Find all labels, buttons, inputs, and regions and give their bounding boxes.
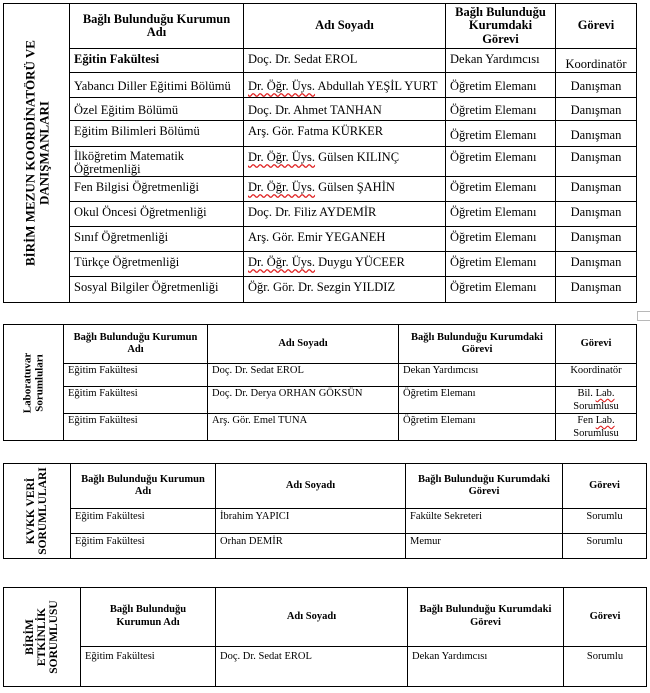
- person-name: Abdullah YEŞİL YURT: [317, 79, 438, 93]
- role-word: Bil.: [577, 388, 593, 399]
- institution-cell: Özel Eğitim Bölümü: [70, 98, 244, 121]
- person-name: Fatma KÜRKER: [297, 124, 384, 138]
- header-unit-role: Bağlı Bulunduğu Kurumdaki Görevi: [446, 4, 556, 49]
- unit-role-cell: Dekan Yardımcısı: [399, 364, 556, 387]
- name-cell: Doç. Dr. Derya ORHAN GÖKSÜN: [208, 387, 399, 414]
- name-cell: Doç. Dr. Sedat EROL: [216, 647, 408, 687]
- table-row: [4, 364, 637, 387]
- academic-title: Doç. Dr.: [248, 205, 291, 220]
- unit-role-cell: Öğretim Elemanı: [446, 202, 556, 227]
- role-cell: Danışman: [556, 73, 637, 98]
- academic-title: Doç. Dr.: [248, 103, 291, 117]
- institution-cell: Yabancı Diller Eğitimi Bölümü: [70, 73, 244, 98]
- table-row: [4, 414, 637, 441]
- person-name: Ahmet TANHAN: [293, 103, 382, 117]
- role-cell: [556, 414, 637, 441]
- table-row: [4, 49, 637, 73]
- name-cell: [244, 202, 446, 227]
- role-cell: Sorumlu: [563, 534, 647, 559]
- name-cell: [244, 147, 446, 177]
- institution-cell: Fen Bilgisi Öğretmenliği: [70, 177, 244, 202]
- role-word: Sorumlusu: [573, 400, 619, 412]
- role-word: Lab.: [595, 388, 615, 399]
- person-name: Emir YEGANEH: [297, 230, 386, 245]
- role-cell: Danışman: [556, 177, 637, 202]
- header-role: Görevi: [556, 4, 637, 49]
- academic-title: Dr. Öğr. Üys.: [248, 255, 316, 270]
- table-row: [4, 252, 637, 277]
- unit-role-cell: Memur: [406, 534, 563, 559]
- side-label-cell: [4, 4, 70, 303]
- name-cell: Orhan DEMİR: [216, 534, 406, 559]
- table-row: [4, 227, 637, 252]
- header-name: Adı Soyadı: [216, 464, 406, 509]
- academic-title: Dr. Öğr. Üys.: [248, 180, 316, 195]
- unit-role-cell: Öğretim Elemanı: [399, 414, 556, 441]
- header-institution: Bağlı Bulunduğu Kurumun Adı: [70, 4, 244, 49]
- unit-role-cell: Öğretim Elemanı: [446, 177, 556, 202]
- person-name: Sezgin YILDIZ: [316, 280, 396, 295]
- role-cell: Danışman: [556, 121, 637, 147]
- institution-cell: Türkçe Öğretmenliği: [70, 252, 244, 277]
- name-cell: [244, 98, 446, 121]
- name-cell: [244, 227, 446, 252]
- table-row: [4, 387, 637, 414]
- role-word: Fen: [577, 415, 594, 427]
- name-cell: [244, 121, 446, 147]
- side-label: BİRİM ETKİNLİK SORUMLUSU: [23, 600, 61, 674]
- name-cell: [244, 73, 446, 98]
- institution-cell: Sınıf Öğretmenliği: [70, 227, 244, 252]
- academic-title: Dr. Öğr. Üys.: [248, 150, 316, 164]
- kvkk-table: [3, 463, 647, 559]
- side-label-cell: [4, 588, 81, 687]
- institution-cell: Eğitim Fakültesi: [81, 647, 216, 687]
- unit-role-cell: Dekan Yardımcısı: [408, 647, 564, 687]
- table-row: [4, 177, 637, 202]
- role-cell: Danışman: [556, 252, 637, 277]
- institution-cell: Eğitin Fakültesi: [70, 49, 244, 73]
- unit-role-cell: Öğretim Elemanı: [446, 147, 556, 177]
- table-row: [4, 147, 637, 177]
- role-cell: Danışman: [556, 227, 637, 252]
- header-name: Adı Soyadı: [244, 4, 446, 49]
- side-label: KVKK VERİ SORUMLULARI: [24, 467, 49, 555]
- header-unit-role: Bağlı Bulunduğu Kurumdaki Görevi: [406, 464, 563, 509]
- table-row: [4, 509, 647, 534]
- header-role: Görevi: [563, 464, 647, 509]
- name-cell: [244, 177, 446, 202]
- table-row: [4, 534, 647, 559]
- header-name: Adı Soyadı: [208, 325, 399, 364]
- role-cell: Danışman: [556, 147, 637, 177]
- unit-role-cell: Öğretim Elemanı: [446, 98, 556, 121]
- role-cell: Koordinatör: [556, 364, 637, 387]
- academic-title: Doç. Dr.: [248, 52, 291, 66]
- laboratuvar-table: [3, 324, 637, 441]
- institution-cell: Eğitim Bilimleri Bölümü: [70, 121, 244, 147]
- table-row: [4, 202, 637, 227]
- person-name: Duygu YÜCEER: [318, 255, 405, 270]
- header-unit-role: Bağlı Bulunduğu Kurumdaki Görevi: [408, 588, 564, 647]
- unit-role-cell: Öğretim Elemanı: [446, 252, 556, 277]
- name-cell: [244, 49, 446, 73]
- side-label-cell: [4, 464, 71, 559]
- role-cell: Sorumlu: [564, 647, 647, 687]
- unit-role-cell: Öğretim Elemanı: [446, 277, 556, 303]
- table-row: [4, 98, 637, 121]
- institution-cell: Eğitim Fakültesi: [64, 387, 208, 414]
- unit-role-cell: Fakülte Sekreteri: [406, 509, 563, 534]
- header-institution: Bağlı Bulunduğu Kurumun Adı: [71, 464, 216, 509]
- side-label-cell: [4, 325, 64, 441]
- person-name: Sedat EROL: [293, 52, 358, 66]
- header-role: Görevi: [556, 325, 637, 364]
- name-cell: [244, 277, 446, 303]
- unit-role-cell: Öğretim Elemanı: [446, 227, 556, 252]
- unit-role-cell: Öğretim Elemanı: [399, 387, 556, 414]
- person-name: Filiz AYDEMİR: [293, 205, 377, 220]
- role-cell: Koordinatör: [556, 49, 637, 73]
- etkinlik-table: [3, 587, 647, 687]
- header-unit-role: Bağlı Bulunduğu Kurumdaki Görevi: [399, 325, 556, 364]
- table-row: [4, 277, 637, 303]
- academic-title: Öğr. Gör. Dr.: [248, 280, 314, 295]
- table-move-handle[interactable]: [637, 311, 650, 321]
- table-row: [4, 73, 637, 98]
- institution-cell: İlköğretim Matematik Öğretmenliği: [70, 147, 244, 177]
- role-cell: Danışman: [556, 277, 637, 303]
- unit-role-cell: Öğretim Elemanı: [446, 121, 556, 147]
- role-cell: [556, 387, 637, 414]
- role-cell: Danışman: [556, 202, 637, 227]
- role-word: Sorumlusu: [573, 427, 619, 439]
- unit-role-cell: Dekan Yardımcısı: [446, 49, 556, 73]
- header-name: Adı Soyadı: [216, 588, 408, 647]
- side-label: BİRİM MEZUN KOORDİNATÖRÜ VE DANIŞMANLARI: [21, 40, 51, 267]
- name-cell: Doç. Dr. Sedat EROL: [208, 364, 399, 387]
- table-row: [4, 647, 647, 687]
- institution-cell: Eğitim Fakültesi: [71, 534, 216, 559]
- mezun-koordinator-table: [3, 3, 637, 303]
- academic-title: Dr. Öğr. Üys.: [248, 79, 316, 93]
- institution-cell: Okul Öncesi Öğretmenliği: [70, 202, 244, 227]
- header-institution: Bağlı Bulunduğu Kurumun Adı: [64, 325, 208, 364]
- institution-cell: Eğitim Fakültesi: [64, 414, 208, 441]
- unit-role-cell: Öğretim Elemanı: [446, 73, 556, 98]
- name-cell: [244, 252, 446, 277]
- academic-title: Arş. Gör.: [248, 124, 295, 138]
- name-cell: İbrahim YAPICI: [216, 509, 406, 534]
- person-name: Gülsen ŞAHİN: [318, 180, 395, 195]
- name-cell: Arş. Gör. Emel TUNA: [208, 414, 399, 441]
- person-name: Gülsen KILINÇ: [318, 150, 400, 164]
- role-cell: Danışman: [556, 98, 637, 121]
- side-label: Laboratuvar Sorumluları: [20, 352, 45, 413]
- academic-title: Arş. Gör.: [248, 230, 295, 245]
- header-institution: Bağlı Bulunduğu Kurumun Adı: [81, 588, 216, 647]
- institution-cell: Eğitim Fakültesi: [64, 364, 208, 387]
- header-role: Görevi: [564, 588, 647, 647]
- role-cell: Sorumlu: [563, 509, 647, 534]
- role-word: Lab.: [595, 415, 615, 427]
- table-row: [4, 121, 637, 147]
- institution-cell: Sosyal Bilgiler Öğretmenliği: [70, 277, 244, 303]
- institution-cell: Eğitim Fakültesi: [71, 509, 216, 534]
